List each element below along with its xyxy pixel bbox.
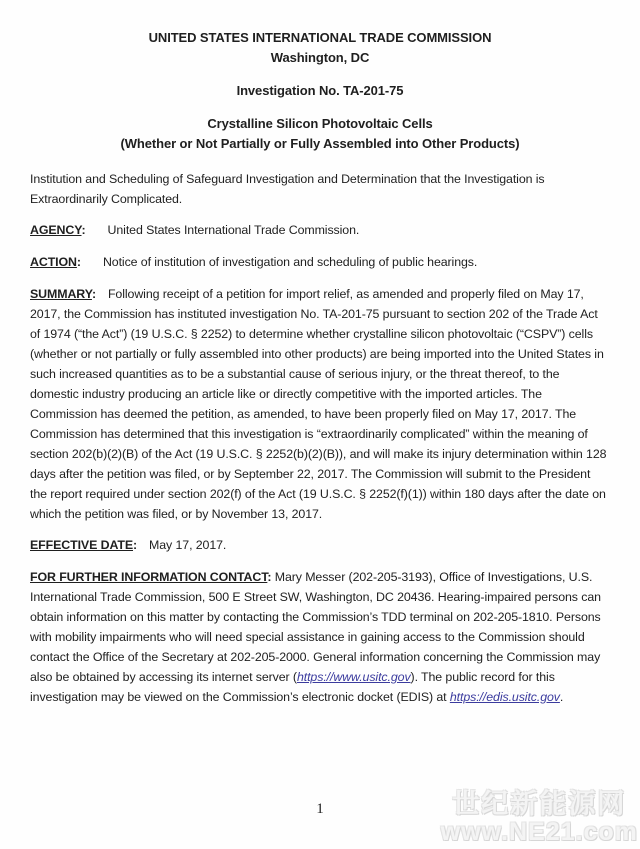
commission-name: UNITED STATES INTERNATIONAL TRADE COMMISSION (148, 30, 492, 45)
summary-colon: : (91, 287, 96, 301)
effective-date-colon: : (133, 538, 138, 552)
watermark-site-name: 世纪新能源网 (452, 789, 627, 820)
case-subtitle: (Whether or Not Partially or Fully Assembled into Other Products) (120, 136, 520, 151)
summary-section (30, 284, 610, 524)
edis-docket-link[interactable]: https://edis.usitc.gov (449, 690, 560, 704)
effective-date-label: EFFECTIVE DATE (30, 538, 134, 552)
action-text: Notice of institution of investigation and scheduling of public hearings. (102, 255, 478, 269)
page-number: 1 (316, 801, 324, 817)
watermark (441, 790, 638, 845)
effective-date-section (30, 535, 610, 555)
summary-label: SUMMARY (30, 287, 92, 301)
contact-colon: : (267, 570, 272, 584)
action-colon: : (76, 255, 81, 269)
contact-text-part1: Mary Messer (202-205-3193), Office of Investigations, U.S. International Trade Commission, 500 E Street SW, Washington, DC 20436. Hearing-impaired persons can obtain information on this matter by contacting the Commission’s TDD terminal on 202-205-1810. Persons with mobility impairments who will need special assistance in gaining access to the Commission should contact the Office of the Secretary at 202-205-2000. General information concerning the Commission may also be obtained by accessing its internet server ( (30, 570, 601, 684)
subject-paragraph: Institution and Scheduling of Safeguard Investigation and Determination that the Investigation is Extraordinarily Complicated. (30, 172, 545, 206)
investigation-number: Investigation No. TA-201-75 (236, 83, 404, 98)
action-label: ACTION (30, 255, 77, 269)
action-section (30, 252, 610, 272)
effective-date-text: May 17, 2017. (149, 538, 227, 552)
contact-text-part2: ). The public record for this investigation may be viewed on the Commission’s electronic docket (EDIS) at (30, 670, 555, 704)
agency-colon: : (81, 223, 86, 237)
watermark-site-url: www.NE21.com (440, 817, 638, 846)
contact-label: FOR FURTHER INFORMATION CONTACT (30, 570, 268, 584)
contact-text-part3: . (559, 690, 564, 704)
summary-text: Following receipt of a petition for import relief, as amended and properly filed on May 17, 2017, the Commission has instituted investigation No. TA-201-75 pursuant to section 202 of the Trade Act of 1974 (“the Act”) (19 U.S.C. § 2252) to determine whether crystalline silicon photovoltaic (“CSPV”) cells (whether or not partially or fully assembled into other products) are being imported into the United States in such increased quantities as to be a substantial cause of serious injury, or the threat thereof, to the domestic industry producing an article like or directly competitive with the imported articles. The Commission has deemed the petition, as amended, to have been properly filed on May 17, 2017. The Commission has determined that this investigation is “extraordinarily complicated” within the meaning of section 202(b)(2)(B) of the Act (19 U.S.C. § 2252(b)(2)(B)), and will make its injury determination within 128 days after the petition was filed, or by September 22, 2017. The Commission will submit to the President the report required under section 202(f) of the Act (19 U.S.C. § 2252(f)(1)) within 180 days after the date on which the petition was filed, or by November 13, 2017. (30, 287, 607, 521)
agency-text: United States International Trade Commission. (107, 223, 360, 237)
case-title: Crystalline Silicon Photovoltaic Cells (207, 116, 433, 131)
document-header (30, 28, 610, 154)
usitc-website-link[interactable]: https://www.usitc.gov (296, 670, 411, 684)
agency-section (30, 220, 610, 240)
agency-label: AGENCY (30, 223, 82, 237)
commission-location: Washington, DC (270, 50, 370, 65)
contact-section (30, 567, 610, 707)
